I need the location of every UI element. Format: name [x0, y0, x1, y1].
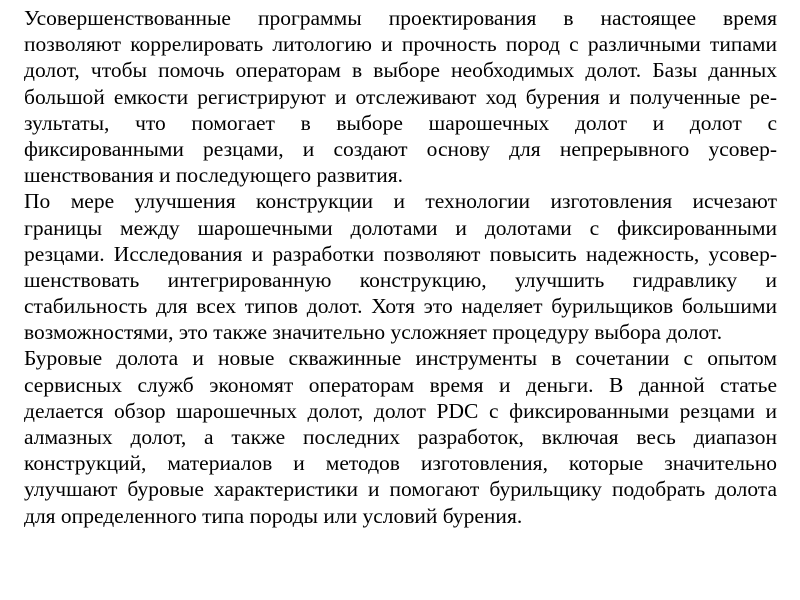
paragraph-1 [24, 5, 777, 188]
text-line: большой емкости регистрируют и отслеживают ход бурения и полученные ре- [24, 84, 777, 109]
text-line: резцами. Исследования и разработки позволяют повысить надежность, усовер- [24, 241, 777, 266]
text-line: зультаты, что помогает в выборе шарошечных долот и долот с [24, 110, 777, 135]
text-line: шенствования и последующего развития. [24, 163, 404, 188]
text-line: сервисных служб экономят операторам время и деньги. В данной статье [24, 372, 777, 397]
text-line: Усовершенствованные программы проектирования в настоящее время [24, 6, 777, 30]
text-line: границы между шарошечными долотами и долотами с фиксированными [24, 215, 777, 240]
paragraph-3 [24, 345, 777, 528]
text-line: возможностями, это также значительно усложняет процедуру выбора долот. [24, 320, 723, 345]
text-line: Буровые долота и новые скважинные инструменты в сочетании с опытом [24, 346, 777, 371]
text-line: делается обзор шарошечных долот, долот PDC с фиксированными резцами и [24, 398, 777, 423]
text-line: долот, чтобы помочь операторам в выборе необходимых долот. Базы данных [24, 58, 777, 83]
text-line: конструкций, материалов и методов изготовления, которые значительно [24, 451, 777, 476]
document-body [24, 5, 777, 529]
text-line: фиксированными резцами, и создают основу для непрерывного усовер- [24, 136, 777, 161]
text-line: для определенного типа породы или условий бурения. [24, 503, 523, 528]
text-line: По мере улучшения конструкции и технологии изготовления исчезают [24, 189, 777, 214]
paragraph-2 [24, 188, 777, 345]
text-line: улучшают буровые характеристики и помогают бурильщику подобрать долота [24, 477, 777, 502]
text-line: стабильность для всех типов долот. Хотя это наделяет бурильщиков большими [24, 294, 777, 319]
text-line: позволяют коррелировать литологию и прочность пород с различными типами [24, 32, 777, 57]
text-line: алмазных долот, а также последних разработок, включая весь диапазон [24, 425, 777, 449]
text-line: шенствовать интегрированную конструкцию, улучшить гидравлику и [24, 267, 777, 292]
